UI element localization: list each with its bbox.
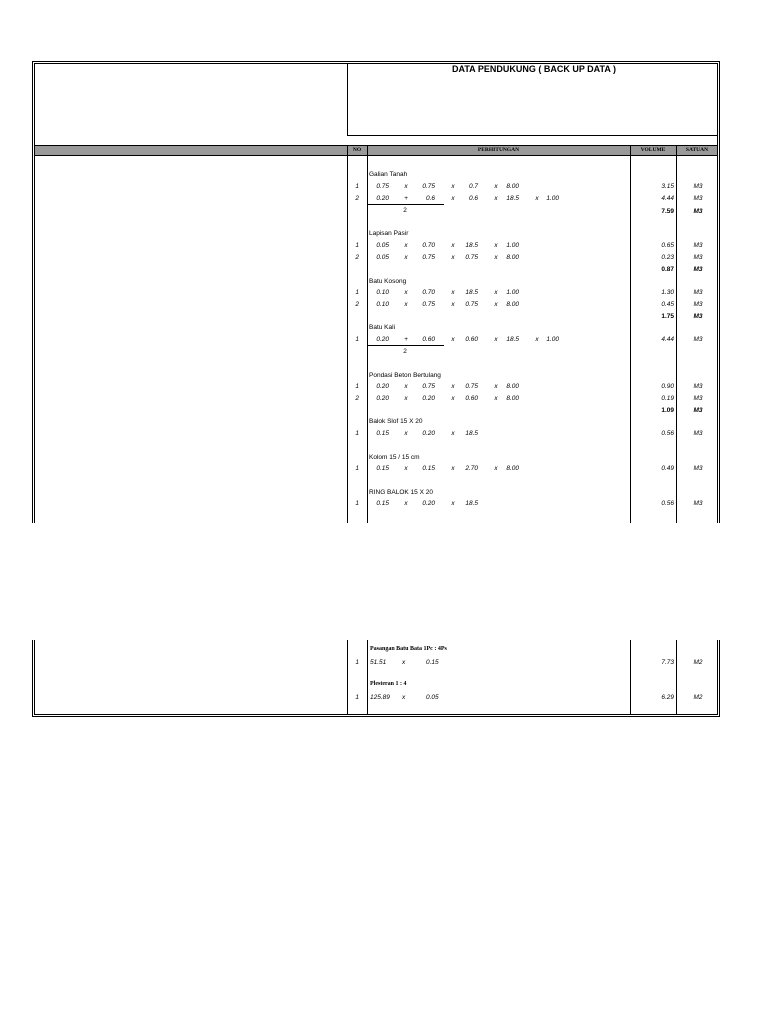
volume-cell: 4.44 (661, 336, 674, 343)
formula-value: 0.05 (376, 254, 389, 261)
formula-value: 0.75 (465, 254, 478, 261)
section-total-unit: M3 (693, 208, 703, 215)
formula-operator: x (451, 289, 455, 296)
formula-value: 0.75 (422, 301, 435, 308)
row-number: 1 (355, 183, 359, 190)
formula-operator: x (494, 395, 498, 402)
formula-value: 0.75 (465, 301, 478, 308)
formula-operator: x (451, 242, 455, 249)
formula-value: 0.10 (376, 301, 389, 308)
section-title: Batu Kali (369, 324, 396, 331)
formula-value: 8.00 (506, 254, 519, 261)
formula-value: 0.20 (376, 336, 389, 343)
col-line-volume-left-bottom (630, 640, 631, 714)
col-line-no-right-bottom (367, 640, 368, 714)
formula-operator: x (451, 336, 455, 343)
formula-value: 1.00 (506, 289, 519, 296)
section-total: 1.09 (661, 407, 674, 414)
formula-value: 8.00 (506, 465, 519, 472)
formula-operator: + (404, 336, 408, 343)
formula-value: 0.15 (376, 500, 389, 507)
formula-operator: x (404, 254, 408, 261)
satuan-cell: M3 (693, 183, 703, 190)
section-title: Balok Slof 15 X 20 (369, 418, 423, 425)
formula-value: 0.15 (376, 430, 389, 437)
formula-value: 0.70 (422, 242, 435, 249)
satuan-cell: M3 (693, 301, 703, 308)
row-number: 1 (355, 242, 359, 249)
volume-cell: 0.90 (661, 383, 674, 390)
volume-cell: 0.19 (661, 395, 674, 402)
formula-operator: x (494, 465, 498, 472)
volume-cell: 0.56 (661, 430, 674, 437)
formula-value: 0.70 (422, 289, 435, 296)
section-title: RING BALOK 15 X 20 (369, 489, 433, 496)
satuan-cell: M3 (693, 254, 703, 261)
col-line-satuan-left-bottom (676, 640, 677, 714)
satuan-cell: M3 (693, 500, 703, 507)
formula-operator: x (402, 694, 406, 701)
row-number: 1 (355, 430, 359, 437)
satuan-cell: M3 (693, 195, 703, 202)
formula-value: 8.00 (506, 183, 519, 190)
row-number: 1 (355, 694, 359, 701)
volume-cell: 4.44 (661, 195, 674, 202)
formula-operator: x (404, 465, 408, 472)
formula-operator: x (404, 500, 408, 507)
volume-cell: 7.73 (661, 659, 674, 666)
satuan-cell: M3 (693, 383, 703, 390)
section-total: 0.87 (661, 266, 674, 273)
formula-value: 8.00 (506, 383, 519, 390)
formula-value: 0.15 (422, 465, 435, 472)
row-number: 2 (355, 254, 359, 261)
satuan-cell: M3 (693, 242, 703, 249)
row-number: 1 (355, 383, 359, 390)
col-no-header: NO (352, 147, 362, 153)
satuan-cell: M3 (693, 336, 703, 343)
formula-value: 18.5 (465, 430, 478, 437)
section-total: 7.59 (661, 208, 674, 215)
formula-value: 0.7 (468, 183, 478, 190)
formula-operator: x (451, 383, 455, 390)
formula-operator: x (451, 430, 455, 437)
formula-value: 1.00 (506, 242, 519, 249)
section-total-unit: M3 (693, 407, 703, 414)
formula-value: 18.5 (465, 500, 478, 507)
formula-operator: x (494, 336, 498, 343)
formula-value: 2.70 (465, 465, 478, 472)
formula-operator: x (404, 430, 408, 437)
formula-operator: x (451, 500, 455, 507)
formula-operator: x (404, 183, 408, 190)
satuan-cell: M3 (693, 465, 703, 472)
row-number: 2 (355, 301, 359, 308)
formula-value: 0.60 (465, 395, 478, 402)
formula-operator: x (494, 195, 498, 202)
formula-value: 0.20 (422, 430, 435, 437)
formula-value: 18.5 (506, 195, 519, 202)
volume-cell: 0.49 (661, 465, 674, 472)
row-number: 1 (355, 500, 359, 507)
formula-value: 0.6 (425, 195, 435, 202)
section-title: Pondasi Beton Bertulang (369, 372, 441, 379)
row-number: 2 (355, 395, 359, 402)
formula-operator: + (404, 195, 408, 202)
formula-value: 18.5 (465, 242, 478, 249)
satuan-cell: M3 (693, 289, 703, 296)
formula-operator: x (451, 183, 455, 190)
formula-value: 0.6 (468, 195, 478, 202)
formula-value: 8.00 (506, 395, 519, 402)
formula-operator: x (535, 195, 539, 202)
satuan-cell: M2 (693, 659, 703, 666)
formula-value: 18.5 (465, 289, 478, 296)
formula-value: 0.75 (422, 183, 435, 190)
formula-operator: x (404, 395, 408, 402)
page-title: DATA PENDUKUNG ( BACK UP DATA ) (452, 64, 616, 74)
formula-operator: x (404, 383, 408, 390)
formula-operator: x (451, 254, 455, 261)
col-line-no-right (367, 145, 368, 523)
satuan-cell: M2 (693, 694, 703, 701)
formula-value: 0.20 (422, 500, 435, 507)
section-total-unit: M3 (693, 266, 703, 273)
volume-cell: 6.29 (661, 694, 674, 701)
row-number: 1 (355, 289, 359, 296)
formula-operator: x (404, 301, 408, 308)
volume-cell: 0.45 (661, 301, 674, 308)
formula-value: 0.20 (376, 195, 389, 202)
divisor: 2 (403, 207, 407, 214)
formula-value: 0.05 (426, 694, 439, 701)
col-line-satuan-left (676, 145, 677, 523)
formula-operator: x (494, 183, 498, 190)
satuan-cell: M3 (693, 395, 703, 402)
col-perhitungan-header: PERHITUNGAN (477, 147, 520, 153)
row-number: 1 (355, 659, 359, 666)
formula-value: 8.00 (506, 301, 519, 308)
formula-value: 0.15 (426, 659, 439, 666)
formula-operator: x (451, 465, 455, 472)
formula-value: 0.20 (376, 395, 389, 402)
section-title: Galian Tanah (369, 171, 408, 178)
formula-operator: x (494, 301, 498, 308)
formula-operator: x (404, 242, 408, 249)
formula-value: 0.60 (465, 336, 478, 343)
formula-operator: x (451, 195, 455, 202)
col-satuan-header: SATUAN (685, 147, 709, 153)
formula-operator: x (451, 395, 455, 402)
formula-operator: x (494, 383, 498, 390)
formula-value: 0.75 (422, 254, 435, 261)
formula-value: 0.20 (422, 395, 435, 402)
header-divider (347, 63, 348, 135)
volume-cell: 1.30 (661, 289, 674, 296)
formula-value: 1.00 (546, 195, 559, 202)
formula-value: 0.05 (376, 242, 389, 249)
col-volume-header: VOLUME (640, 147, 666, 153)
formula-value: 1.00 (546, 336, 559, 343)
volume-cell: 0.56 (661, 500, 674, 507)
volume-cell: 0.65 (661, 242, 674, 249)
section-title: Batu Kosong (369, 278, 407, 285)
section-title: Pasangan Batu Bata 1Pc : 4Ps (370, 646, 447, 652)
formula-value: 0.20 (376, 383, 389, 390)
formula-operator: x (535, 336, 539, 343)
formula-value: 0.60 (422, 336, 435, 343)
row-number: 1 (355, 336, 359, 343)
formula-value: 125.89 (370, 694, 390, 701)
formula-operator: x (494, 254, 498, 261)
fraction-line (367, 204, 444, 205)
formula-value: 0.75 (376, 183, 389, 190)
section-total-unit: M3 (693, 313, 703, 320)
formula-value: 0.75 (422, 383, 435, 390)
section-title: Lapisan Pasir (369, 230, 409, 237)
formula-value: 51.51 (370, 659, 387, 666)
formula-operator: x (494, 242, 498, 249)
formula-operator: x (404, 289, 408, 296)
formula-operator: x (402, 659, 406, 666)
volume-cell: 3.15 (661, 183, 674, 190)
formula-value: 0.75 (465, 383, 478, 390)
header-box-bottom (347, 135, 718, 136)
section-total: 1.75 (661, 313, 674, 320)
section-title: Plesteran 1 : 4 (370, 681, 407, 687)
row-number: 1 (355, 465, 359, 472)
formula-value: 0.15 (376, 465, 389, 472)
formula-operator: x (494, 289, 498, 296)
volume-cell: 0.23 (661, 254, 674, 261)
divisor: 2 (403, 348, 407, 355)
col-line-volume-left (630, 145, 631, 523)
row-number: 2 (355, 195, 359, 202)
satuan-cell: M3 (693, 430, 703, 437)
formula-value: 0.10 (376, 289, 389, 296)
formula-operator: x (451, 301, 455, 308)
section-title: Kolom 15 / 15 cm (369, 454, 420, 461)
fraction-line (367, 345, 444, 346)
formula-value: 18.5 (506, 336, 519, 343)
col-line-no-left-bottom (347, 640, 348, 714)
